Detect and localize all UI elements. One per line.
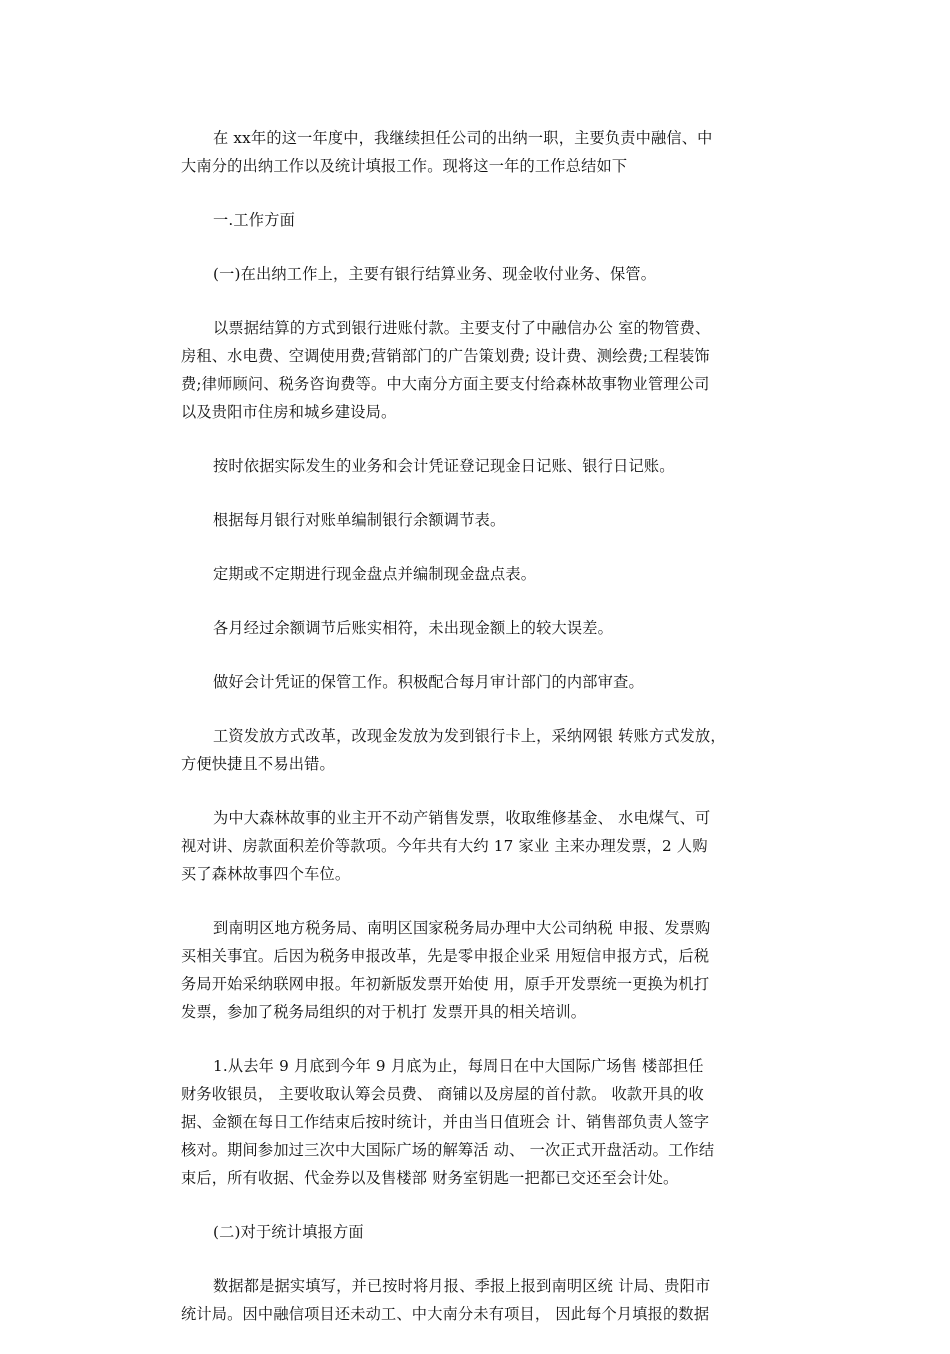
text-line: 工资发放方式改革，改现金发放为发到银行卡上，采纳网银 转账方式发放， <box>213 727 726 745</box>
text-line: 大南分的出纳工作以及统计填报工作。现将这一年的工作总结如下 <box>181 157 628 175</box>
text-line: 费;律师顾问、税务咨询费等。中大南分方面主要支付给森林故事物业管理公司 <box>181 375 710 393</box>
subsection-heading-cashier <box>181 260 781 288</box>
text-line: 房租、水电费、空调使用费;营销部门的广告策划费; 设计费、测绘费;工程装饰 <box>181 347 710 365</box>
paragraph-reconciliation <box>181 506 781 534</box>
text-line: 买相关事宜。后因为税务申报改革，先是零申报企业采 用短信申报方式，后税 <box>181 947 710 965</box>
text-line: 买了森林故事四个车位。 <box>181 865 351 883</box>
paragraph-vouchers <box>181 668 781 696</box>
paragraph-invoices <box>181 804 781 888</box>
text-line: 根据每月银行对账单编制银行余额调节表。 <box>213 511 506 529</box>
paragraph-cash-count <box>181 560 781 588</box>
text-line: 在 xx年的这一年度中，我继续担任公司的出纳一职，主要负责中融信、中 <box>213 129 713 147</box>
text-line: 各月经过余额调节后账实相符，未出现金额上的较大误差。 <box>213 619 614 637</box>
text-line: 定期或不定期进行现金盘点并编制现金盘点表。 <box>213 565 537 583</box>
text-line: 以及贵阳市住房和城乡建设局。 <box>181 403 397 421</box>
paragraph-statistics <box>181 1272 781 1328</box>
text-line: 束后，所有收据、代金券以及售楼部 财务室钥匙一把都已交还至会计处。 <box>181 1169 679 1187</box>
paragraph-bank-payments <box>181 314 781 426</box>
text-line: 为中大森林故事的业主开不动产销售发票，收取维修基金、 水电煤气、可 <box>213 809 711 827</box>
paragraph-cashier-duty <box>181 1052 781 1192</box>
paragraph-tax <box>181 914 781 1026</box>
text-line: (二)对于统计填报方面 <box>213 1223 364 1241</box>
paragraph-payroll <box>181 722 781 778</box>
text-line: 财务收银员， 主要收取认筹会员费、 商铺以及房屋的首付款。 收款开具的收 <box>181 1085 704 1103</box>
text-line: 数据都是据实填写，并已按时将月报、季报上报到南明区统 计局、贵阳市 <box>213 1277 711 1295</box>
text-line: 务局开始采纳联网申报。年初新版发票开始使 用，原手开发票统一更换为机打 <box>181 975 710 993</box>
text-line: 按时依据实际发生的业务和会计凭证登记现金日记账、银行日记账。 <box>213 457 675 475</box>
section-heading-work <box>181 206 781 234</box>
text-line: 发票，参加了税务局组织的对于机打 发票开具的相关培训。 <box>181 1003 587 1021</box>
text-line: 方便快捷且不易出错。 <box>181 755 335 773</box>
text-line: 核对。期间参加过三次中大国际广场的解筹活 动、 一次正式开盘活动。工作结 <box>181 1141 715 1159</box>
paragraph-balance <box>181 614 781 642</box>
text-line: 视对讲、房款面积差价等款项。今年共有大约 17 家业 主来办理发票，2 人购 <box>181 837 708 855</box>
text-line: 据、金额在每日工作结束后按时统计，并由当日值班会 计、销售部负责人签字 <box>181 1113 710 1131</box>
text-line: 1.从去年 9 月底到今年 9 月底为止，每周日在中大国际广场售 楼部担任 <box>213 1057 704 1075</box>
text-line: (一)在出纳工作上，主要有银行结算业务、现金收付业务、保管。 <box>213 265 657 283</box>
text-line: 做好会计凭证的保管工作。积极配合每月审计部门的内部审查。 <box>213 673 644 691</box>
paragraph-journal <box>181 452 781 480</box>
text-line: 一.工作方面 <box>213 211 295 229</box>
text-line: 统计局。因中融信项目还未动工、中大南分未有项目， 因此每个月填报的数据 <box>181 1305 710 1323</box>
subsection-heading-statistics <box>181 1218 781 1246</box>
document-body <box>181 124 781 1354</box>
intro-paragraph <box>181 124 781 180</box>
text-line: 到南明区地方税务局、南明区国家税务局办理中大公司纳税 申报、发票购 <box>213 919 711 937</box>
text-line: 以票据结算的方式到银行进账付款。主要支付了中融信办公 室的物管费、 <box>213 319 711 337</box>
